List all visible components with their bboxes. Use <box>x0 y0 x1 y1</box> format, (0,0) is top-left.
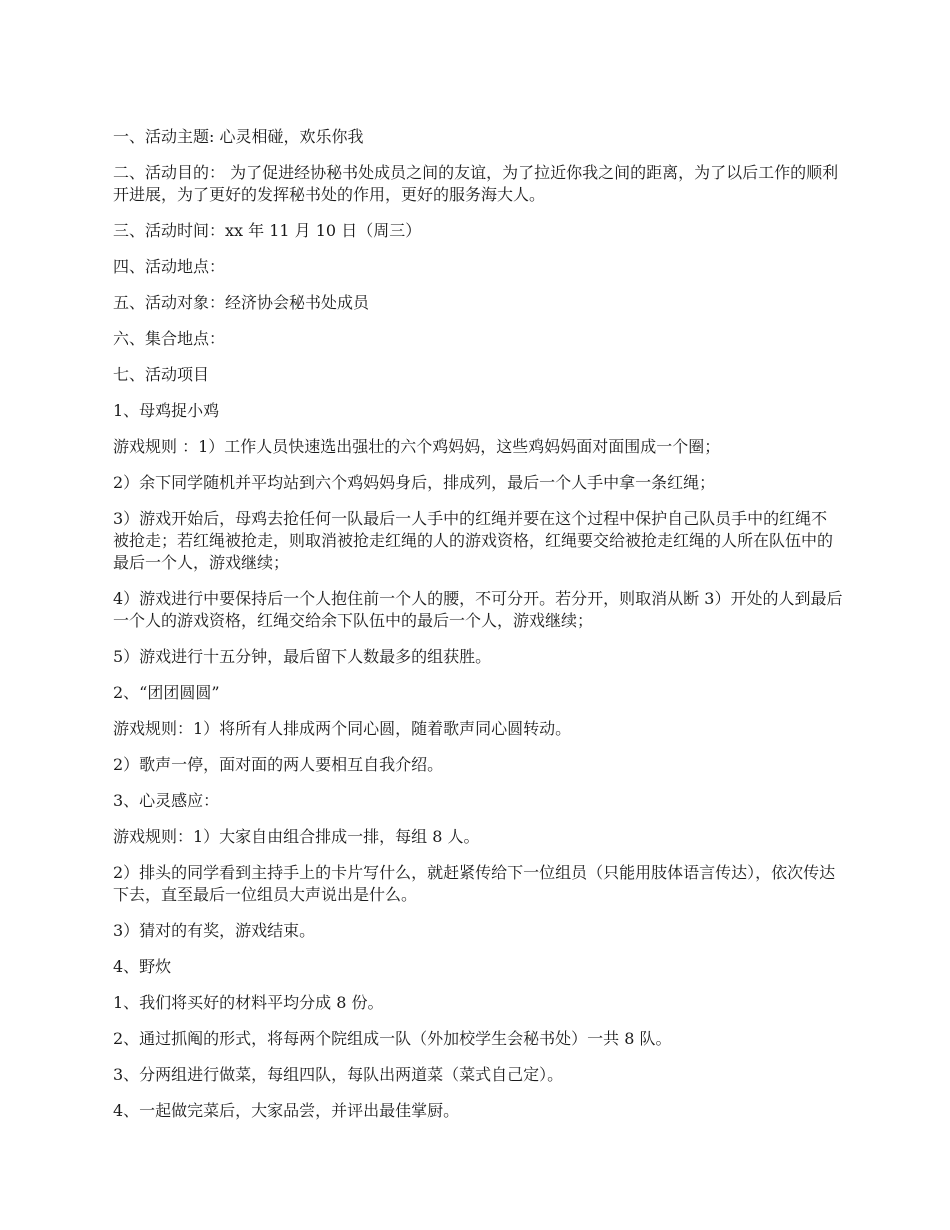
picnic-step-2: 2、通过抓阄的形式，将每两个院组成一队（外加校学生会秘书处）一共 8 队。 <box>113 1029 672 1048</box>
game-3-rule-3: 3）猜对的有奖，游戏结束。 <box>113 921 316 940</box>
game-3-title: 3、心灵感应： <box>113 791 220 810</box>
game-1-rule-3: 3）游戏开始后，母鸡去抢任何一队最后一人手中的红绳并要在这个过程中保护自己队员手中的红绳不被抢走；若红绳被抢走，则取消被抢走红绳的人的游戏资格，红绳要交给被抢走红绳的人所在队伍中的最后一个人，游戏继续； <box>113 509 834 572</box>
game-2-rule-1: 游戏规则：1）将所有人排成两个同心圆，随着歌声同心圆转动。 <box>113 719 572 738</box>
game-3-rule-1: 游戏规则：1）大家自由组合排成一排，每组 8 人。 <box>113 827 480 846</box>
game-1-rule-1: 游戏规则 ：1）工作人员快速选出强壮的六个鸡妈妈，这些鸡妈妈面对面围成一个圈； <box>113 437 721 456</box>
activity-participants: 五、活动对象：经济协会秘书处成员 <box>113 293 370 312</box>
activity-items-heading: 七、活动项目 <box>113 365 210 384</box>
activity-purpose: 二、活动目的： 为了促进经协秘书处成员之间的友谊，为了拉近你我之间的距离，为了以后工作的顺利开进展，为了更好的发挥秘书处的作用，更好的服务海大人。 <box>113 163 839 204</box>
picnic-step-3: 3、分两组进行做菜，每组四队，每队出两道菜（菜式自己定）。 <box>113 1065 564 1084</box>
activity-time: 三、活动时间：xx 年 11 月 10 日（周三） <box>113 221 422 240</box>
game-1-title: 1、母鸡捉小鸡 <box>113 401 220 420</box>
document-body <box>113 126 843 1136</box>
game-2-rule-2: 2）歌声一停，面对面的两人要相互自我介绍。 <box>113 755 444 774</box>
activity-location: 四、活动地点： <box>113 257 226 276</box>
picnic-step-1: 1、我们将买好的材料平均分成 8 份。 <box>113 993 384 1012</box>
game-1-rule-5: 5）游戏进行十五分钟，最后留下人数最多的组获胜。 <box>113 647 492 666</box>
assembly-point: 六、集合地点： <box>113 329 226 348</box>
game-2-title: 2、“团团圆圆” <box>113 683 220 702</box>
game-1-rule-2: 2）余下同学随机并平均站到六个鸡妈妈身后，排成列，最后一个人手中拿一条红绳； <box>113 473 716 492</box>
game-3-rule-2: 2）排头的同学看到主持手上的卡片写什么，就赶紧传给下一位组员（只能用肢体语言传达），依次传达下去，直至最后一位组员大声说出是什么。 <box>113 863 836 904</box>
game-1-rule-4: 4）游戏进行中要保持后一个人抱住前一个人的腰，不可分开。若分开，则取消从断 3）开处的人到最后一个人的游戏资格，红绳交给余下队伍中的最后一个人，游戏继续； <box>113 589 843 630</box>
picnic-title: 4、野炊 <box>113 957 172 976</box>
picnic-step-4: 4、一起做完菜后，大家品尝，并评出最佳掌厨。 <box>113 1101 460 1120</box>
activity-theme: 一、活动主题: 心灵相碰，欢乐你我 <box>113 127 364 146</box>
